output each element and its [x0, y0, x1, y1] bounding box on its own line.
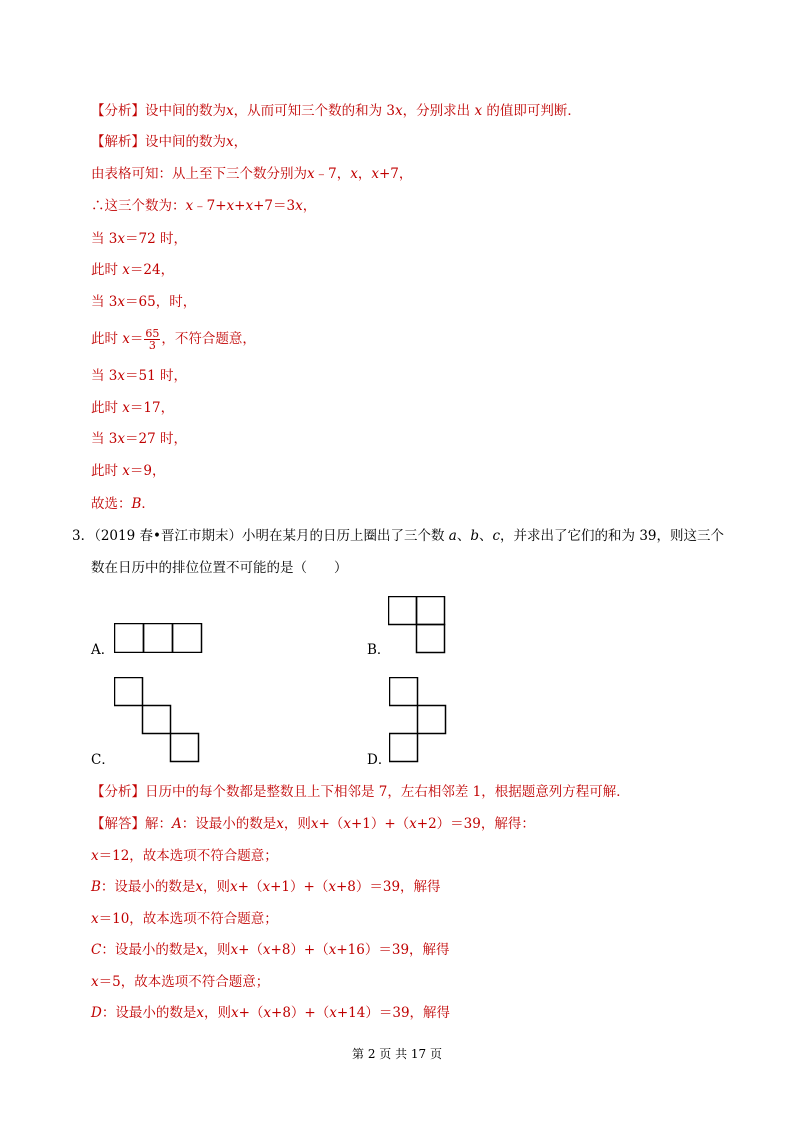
calendar-cell [115, 624, 144, 653]
question-3-line1: 3．（2019 春•晋江市期末）小明在某月的日历上圈出了三个数 a、b、c，并求出了它们的和为 39，则这三个 [72, 528, 725, 544]
solution-line: 此时 x＝9， [91, 463, 166, 479]
option-d-label: D． [367, 752, 392, 768]
solution-line: 由表格可知：从上至下三个数分别为x﹣7，x，x+7， [91, 166, 413, 182]
option-a-label: A． [91, 642, 115, 658]
calendar-cell [171, 734, 199, 762]
solution-line: 当 3x＝65，时， [91, 294, 197, 310]
var-x: x [226, 103, 234, 119]
solution-line: 当 3x＝27 时， [91, 431, 187, 447]
analysis-tag: 【分析】 [91, 784, 145, 800]
fraction: $\frac{65}{3}$ [145, 327, 160, 352]
option-c-figure [114, 677, 204, 767]
analysis-line: 【分析】设中间的数为x，从而可知三个数的和为 3x，分别求出 x 的值即可判断． [91, 103, 581, 119]
calendar-cell [417, 597, 445, 625]
solution-line: B：设最小的数是x，则x+（x+1）+（x+8）＝39，解得 [91, 879, 441, 895]
solution-line: 此时 x＝17， [91, 400, 175, 416]
solution-line: x＝12，故本选项不符合题意； [91, 848, 278, 864]
solution-tag: 【解答】 [91, 816, 145, 832]
page-footer: 第 2 页 共 17 页 [352, 1047, 442, 1061]
solution-line: x＝10，故本选项不符合题意； [91, 911, 278, 927]
solution-line: 【解答】解：A：设最小的数是x，则x+（x+1）+（x+2）＝39，解得： [91, 816, 535, 832]
calendar-cell [144, 624, 173, 653]
solution-tag: 【解析】 [91, 134, 145, 150]
calendar-cell [115, 678, 143, 706]
solution-line: 此时 x＝ $\frac{65}{3}$ ，不符合题意， [91, 327, 256, 352]
calendar-cell [389, 597, 417, 625]
calendar-cell [390, 734, 418, 762]
calendar-cell [173, 624, 202, 653]
solution-line: 当 3x＝51 时， [91, 368, 187, 384]
solution-line: D：设最小的数是x，则x+（x+8）+（x+14）＝39，解得 [91, 1005, 451, 1021]
question-number: 3． [72, 528, 95, 544]
solution-line: C：设最小的数是x，则x+（x+8）+（x+16）＝39，解得 [91, 942, 450, 958]
option-d-figure [389, 677, 449, 767]
solution-line: 【解析】设中间的数为x， [91, 134, 248, 150]
calendar-cell [418, 706, 446, 734]
solution-line: 故选：B． [91, 496, 155, 512]
option-b-figure [388, 596, 448, 656]
option-a-figure [114, 623, 204, 653]
analysis-line: 【分析】日历中的每个数都是整数且上下相邻是 7，左右相邻差 1，根据题意列方程可解． [91, 784, 630, 800]
question-3-line2: 数在日历中的排位位置不可能的是（ ） [91, 560, 348, 576]
option-b-label: B． [367, 642, 391, 658]
solution-line: ∴这三个数为：x﹣7+x+x+7＝3x， [91, 198, 317, 214]
option-c-label: C． [91, 752, 115, 768]
solution-line: 此时 x＝24， [91, 262, 175, 278]
calendar-cell [390, 678, 418, 706]
calendar-cell [417, 625, 445, 653]
solution-line: x＝5，故本选项不符合题意； [91, 974, 270, 990]
calendar-cell [143, 706, 171, 734]
solution-line: 当 3x＝72 时， [91, 231, 187, 247]
analysis-tag: 【分析】 [91, 103, 145, 119]
